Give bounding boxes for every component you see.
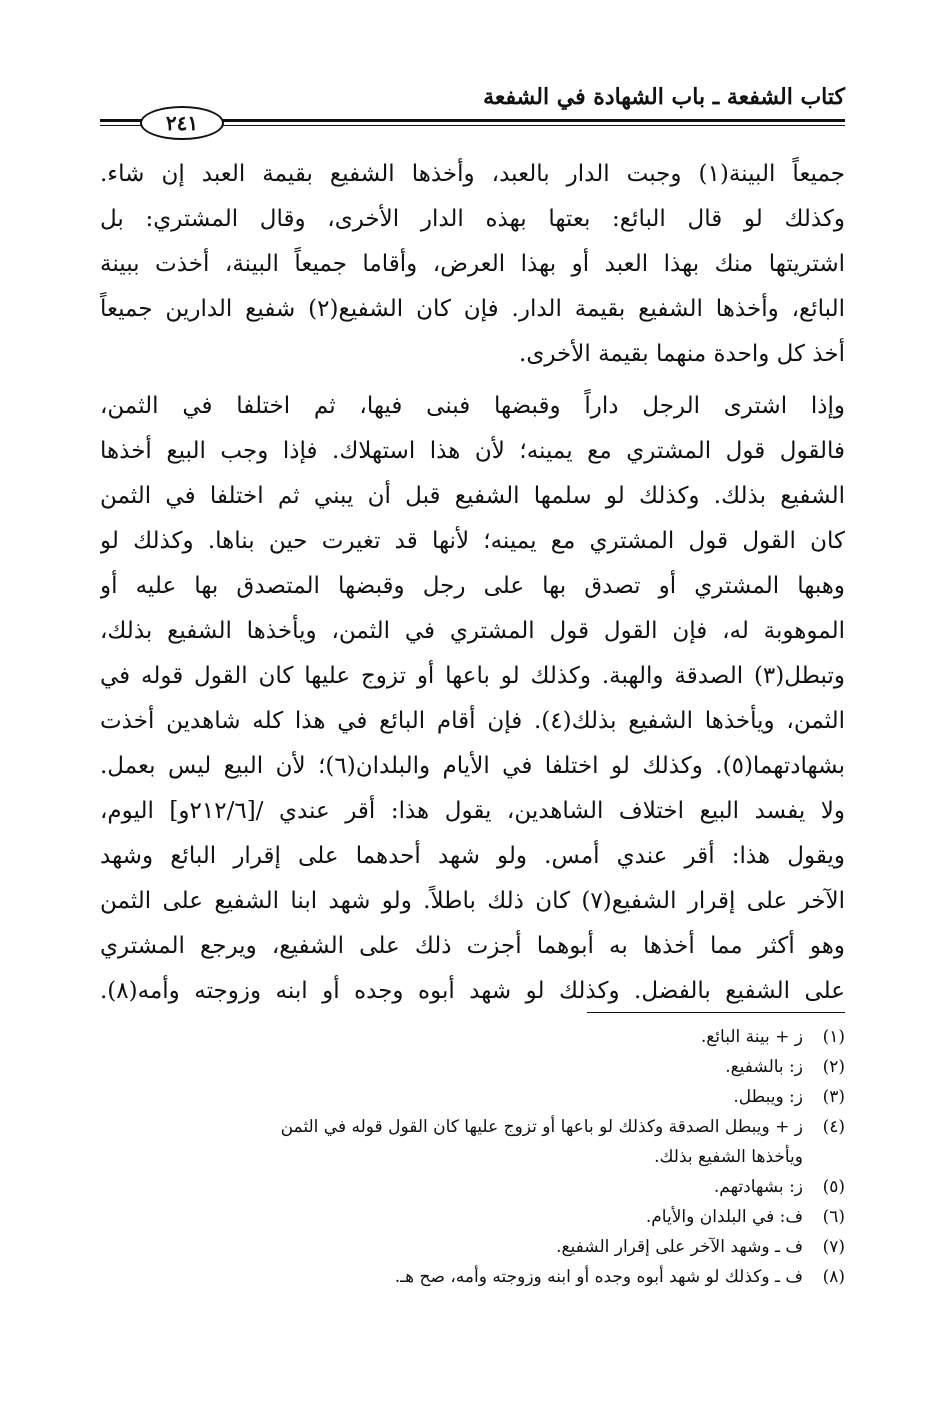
text-line: وكذلك لو قال البائع: بعتها بهذه الدار الأخرى، وقال المشتري: بل [100, 206, 845, 232]
footnote-text: ز + بينة البائع. [700, 1027, 803, 1047]
footnote-text: ز + ويبطل الصدقة وكذلك لو باعها أو تزوج عليها كان القول قوله في الثمن [280, 1117, 803, 1137]
footnote-number: (٣) [822, 1087, 845, 1107]
footnote-item [95, 1262, 845, 1292]
footnote-number: (٥) [822, 1177, 845, 1197]
paragraph-2 [100, 384, 845, 1014]
footnote-number: (١) [822, 1027, 845, 1047]
footnote-item [95, 1112, 845, 1142]
footnote-number: (٦) [822, 1207, 845, 1227]
footnote-text: ز: ويبطل. [733, 1087, 803, 1107]
footnote-text: ز: بشهادتهم. [713, 1177, 803, 1197]
text-line: وهو أكثر مما أخذها به أبوهما أجزت ذلك على الشفيع، ويرجع المشتري [100, 933, 845, 959]
footnote-number: (٧) [822, 1237, 845, 1257]
footnote-item [95, 1172, 845, 1202]
text-line: على الشفيع بالفضل. وكذلك لو شهد أبوه وجده أو ابنه وزوجته وأمه(٨). [100, 978, 845, 1004]
footnote-text: ف ـ وشهد الآخر على إقرار الشفيع. [556, 1237, 803, 1257]
footnote-separator [587, 1012, 845, 1013]
footnote-text: ف ـ وكذلك لو شهد أبوه وجده أو ابنه وزوجته وأمه، صح هـ. [394, 1267, 803, 1287]
text-line: فالقول قول المشتري مع يمينه؛ لأن هذا استهلاك. فإذا وجب البيع أخذها [100, 438, 845, 464]
footnote-item [95, 1202, 845, 1232]
page-header [100, 84, 845, 134]
footnote-text: ف: في البلدان والأيام. [645, 1207, 803, 1227]
footnote-text: ز: بالشفيع. [725, 1057, 803, 1077]
text-line: أخذ كل واحدة منهما بقيمة الأخرى. [519, 341, 845, 367]
footnote-item [95, 1022, 845, 1052]
text-line: ولا يفسد البيع اختلاف الشاهدين، يقول هذا: أقر عندي /[٢١٢/٦و] اليوم، [100, 798, 845, 824]
text-line: اشتريتها منك بهذا العبد أو بهذا العرض، وأقاما جميعاً البينة، أخذت ببينة [100, 251, 845, 277]
page-number: ٢٤١ [140, 106, 224, 140]
text-line: وتبطل(٣) الصدقة والهبة. وكذلك لو باعها أو تزوج عليها كان القول قوله في [100, 663, 845, 689]
footnote-number: (٨) [822, 1267, 845, 1287]
text-line: بشهادتهما(٥). وكذلك لو اختلفا في الأيام والبلدان(٦)؛ لأن البيع ليس بعمل. [100, 753, 845, 779]
text-line: وإذا اشترى الرجل داراً وقبضها فبنى فيها، ثم اختلفا في الثمن، [100, 393, 845, 419]
footnotes [95, 1022, 845, 1292]
text-line: ويقول هذا: أقر عندي أمس. ولو شهد أحدهما على إقرار البائع وشهد [100, 843, 845, 869]
text-line: الموهوبة له، فإن القول قول المشتري في الثمن، ويأخذها الشفيع بذلك، [100, 618, 845, 644]
footnote-continuation: ويأخذها الشفيع بذلك. [654, 1147, 803, 1167]
footnote-item [95, 1052, 845, 1082]
text-line: جميعاً البينة(١) وجبت الدار بالعبد، وأخذها الشفيع بقيمة العبد إن شاء. [100, 161, 845, 187]
text-line: وهبها المشتري أو تصدق بها على رجل وقبضها المتصدق بها عليه أو [100, 573, 845, 599]
text-line: الآخر على إقرار الشفيع(٧) كان ذلك باطلاً. ولو شهد ابنا الشفيع على الثمن [100, 888, 845, 914]
footnote-item [95, 1232, 845, 1262]
footnote-number: (٢) [822, 1057, 845, 1077]
text-line: الثمن، ويأخذها الشفيع بذلك(٤). فإن أقام البائع في هذا كله شاهدين أخذت [100, 708, 845, 734]
running-title: كتاب الشفعة ـ باب الشهادة في الشفعة [483, 84, 845, 110]
text-line: كان القول قول المشتري مع يمينه؛ لأنها قد تغيرت حين بناها. وكذلك لو [100, 528, 845, 554]
footnote-item [95, 1082, 845, 1112]
footnote-number: (٤) [822, 1117, 845, 1137]
text-line: البائع، وأخذها الشفيع بقيمة الدار. فإن كان الشفيع(٢) شفيع الدارين جميعاً [100, 296, 845, 322]
paragraph-1 [100, 152, 845, 377]
text-line: الشفيع بذلك. وكذلك لو سلمها الشفيع قبل أن يبني ثم اختلفا في الثمن [100, 483, 845, 509]
